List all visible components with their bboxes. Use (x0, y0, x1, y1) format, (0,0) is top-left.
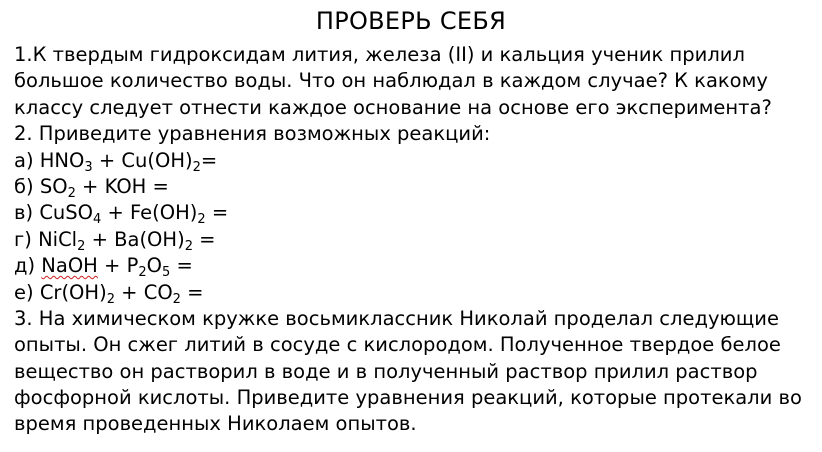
formula-subscript: 2 (77, 238, 86, 254)
reaction-label: а) (14, 148, 40, 172)
question-3-line-5: время проведенных Николаем опытов. (14, 412, 417, 436)
formula-text: + P (97, 254, 139, 278)
reaction-label: в) (14, 201, 40, 225)
formula-subscript: 2 (67, 185, 76, 201)
formula-subscript: 2 (138, 265, 147, 281)
formula-text: = (192, 227, 216, 251)
reaction-b (14, 174, 814, 200)
formula-subscript: 2 (172, 291, 181, 307)
formula-subscript: 3 (84, 159, 93, 175)
question-3-line-1: 3. На химическом кружке восьмиклассник Николай проделал следующие (14, 306, 779, 330)
question-2-heading: 2. Приведите уравнения возможных реакций: (14, 122, 491, 146)
formula-text: + CO (114, 280, 173, 304)
formula-subscript: 4 (93, 212, 102, 228)
formula-text: + KOH = (75, 174, 169, 198)
formula-text: NiCl (38, 227, 78, 251)
formula-text: SO (39, 174, 68, 198)
question-1-line-1: 1.К твердым гидроксидам лития, железа (II) и кальция ученик прилил (14, 43, 745, 66)
question-3-line-3: вещество он растворил в воде и в полученный раствор прилил раствор (14, 359, 758, 383)
question-3-line-2: опыты. Он сжег литий в сосуде с кислородом. Полученное твердое белое (14, 333, 781, 357)
reaction-e (14, 280, 814, 306)
reaction-label: д) (14, 254, 42, 278)
formula-subscript: 2 (197, 212, 206, 228)
formula-text: + Cu(OH) (92, 148, 193, 172)
formula-subscript: 2 (184, 238, 193, 254)
formula-subscript: 2 (192, 159, 201, 175)
formula-text: = (205, 201, 229, 225)
question-3-line-4: фосфорной кислоты. Приведите уравнения реакций, которые протекали во (14, 386, 802, 410)
question-2 (14, 121, 814, 306)
page-title: ПРОВЕРЬ СЕБЯ (315, 7, 507, 35)
formula-text: Cr(OH) (39, 280, 107, 304)
reaction-label: г) (14, 227, 39, 251)
question-3 (14, 306, 814, 438)
question-1-line-3: классу следует отнести каждое основание на основе его эксперимента? (14, 95, 772, 119)
reaction-label: е) (14, 280, 40, 304)
reaction-a (14, 148, 814, 174)
formula-text: + Ba(OH) (85, 227, 185, 251)
reaction-v (14, 200, 814, 226)
formula-text: HNO (39, 148, 85, 172)
spellcheck-underlined-formula: NaOH (41, 254, 98, 278)
reaction-g (14, 227, 814, 253)
formula-subscript: 2 (106, 291, 115, 307)
reaction-label: б) (14, 174, 40, 198)
formula-text: = (180, 280, 204, 304)
formula-text: = (200, 148, 218, 172)
formula-text: O (146, 254, 162, 278)
question-1-line-2: большое количество воды. Что он наблюдал в каждом случае? К какому (14, 69, 768, 93)
question-1 (14, 42, 814, 121)
formula-text: CuSO (39, 201, 94, 225)
formula-subscript: 5 (162, 265, 171, 281)
formula-text: = (170, 254, 193, 278)
content (14, 42, 814, 438)
reaction-d (14, 253, 814, 279)
formula-text: + Fe(OH) (101, 201, 198, 225)
